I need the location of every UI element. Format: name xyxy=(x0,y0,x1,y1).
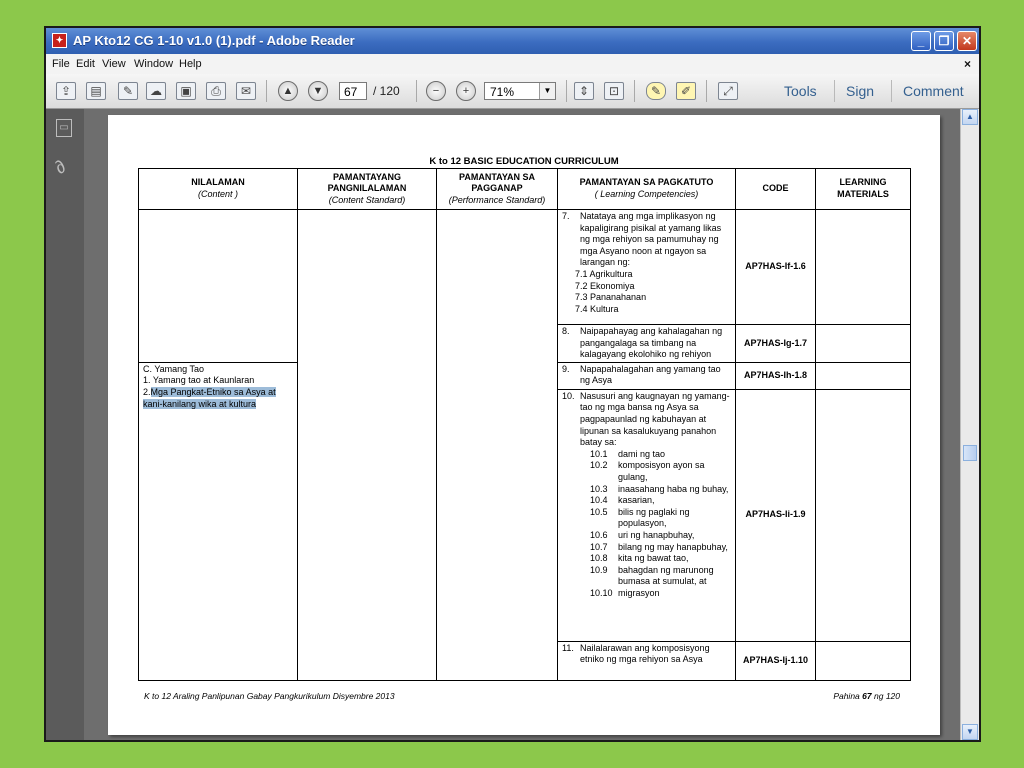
competency-11 xyxy=(558,641,736,680)
sub-text: bilang ng may hanapbuhay, xyxy=(618,541,728,552)
save-icon[interactable]: ▣ xyxy=(176,82,196,100)
menu-help[interactable]: Help xyxy=(179,58,202,70)
header-code: CODE xyxy=(736,169,816,210)
navigation-pane xyxy=(46,109,84,740)
page-number-input[interactable] xyxy=(339,82,367,100)
header-pagkatuto xyxy=(558,169,736,210)
sub-item: 7.1 Agrikultura xyxy=(575,268,633,279)
materials-cell xyxy=(816,210,911,325)
sub-item xyxy=(590,588,731,600)
code-cell: AP7HAS-Ij-1.10 xyxy=(736,641,816,680)
menu-file[interactable]: File xyxy=(52,58,70,70)
header-materials: LEARNING MATERIALS xyxy=(816,169,911,210)
scroll-down-icon[interactable]: ▼ xyxy=(962,724,978,740)
sub-text: bahagdan ng marunong bumasa at sumulat, at xyxy=(618,564,714,587)
menu-view[interactable]: View xyxy=(102,58,126,70)
sub-number: 10.3 xyxy=(590,483,608,494)
performance-standard-cell xyxy=(437,210,558,681)
sub-number: 10.2 xyxy=(590,460,608,471)
header-pagkatuto-sub: ( Learning Competencies) xyxy=(594,189,699,199)
vertical-scrollbar[interactable] xyxy=(960,109,979,740)
sticky-note-icon[interactable]: ✎ xyxy=(646,82,666,100)
toolbar-separator xyxy=(634,80,635,102)
toolbar-separator xyxy=(891,80,892,102)
footer-prefix: Pahina xyxy=(833,691,860,701)
competency-7 xyxy=(558,210,736,325)
attachments-icon[interactable]: ∂ xyxy=(50,156,70,178)
sub-item xyxy=(590,542,731,554)
competency-number: 7. xyxy=(562,211,570,221)
menu-window[interactable]: Window xyxy=(134,58,174,70)
table-row xyxy=(139,210,911,325)
content-cell-empty xyxy=(139,210,298,363)
code-cell: AP7HAS-If-1.6 xyxy=(736,210,816,325)
header-nilalaman-label: NILALAMAN xyxy=(191,177,245,188)
competency-text: Nasusuri ang kaugnayan ng yamang-tao ng mga bansa ng Asya sa pagpapaunlad ng kabuhayan at lipunan sa kasalukuyang panahon batay sa: xyxy=(580,390,730,448)
sub-item xyxy=(590,553,731,565)
competency-number: 8. xyxy=(562,326,570,336)
sub-item xyxy=(590,507,731,530)
competency-text: Napapahalagahan ang yamang tao ng Asya xyxy=(580,363,721,386)
sub-text: dami ng tao xyxy=(618,448,666,459)
header-pagganap-sub: (Performance Standard) xyxy=(448,194,546,205)
header-nilalaman-sub: (Content ) xyxy=(197,189,239,199)
fit-page-icon[interactable]: ⊡ xyxy=(604,82,624,100)
zoom-select[interactable] xyxy=(484,82,556,100)
sub-item: 7.3 Pananahanan xyxy=(575,292,647,303)
sub-item xyxy=(590,460,731,483)
sub-text: bilis ng paglaki ng populasyon, xyxy=(618,506,690,529)
materials-cell xyxy=(816,325,911,363)
sub-number: 10.5 xyxy=(590,506,608,517)
sub-text: kita ng bawat tao, xyxy=(618,553,689,564)
fit-width-icon[interactable]: ⇕ xyxy=(574,82,594,100)
competency-9 xyxy=(558,362,736,389)
sub-number: 10.4 xyxy=(590,495,608,506)
page-total: / 120 xyxy=(373,84,400,98)
sub-number: 10.8 xyxy=(590,553,608,564)
sub-item xyxy=(590,484,731,496)
menu-edit[interactable]: Edit xyxy=(76,58,95,70)
materials-cell xyxy=(816,362,911,389)
code-cell: AP7HAS-Ig-1.7 xyxy=(736,325,816,363)
chevron-down-icon[interactable]: ▼ xyxy=(539,83,555,99)
close-document-button[interactable]: × xyxy=(963,57,971,71)
sub-text: uri ng hanapbuhay, xyxy=(618,529,695,540)
sub-item xyxy=(590,565,731,588)
sub-item xyxy=(590,495,731,507)
zoom-value: 71% xyxy=(490,85,515,99)
header-pagganap-label: PAMANTAYAN SA PAGGANAP xyxy=(458,171,535,194)
competency-8 xyxy=(558,325,736,363)
competency-number: 11. xyxy=(562,642,574,653)
document-footer: K to 12 Araling Panlipunan Gabay Pangkurikulum Disyembre 2013 xyxy=(144,691,395,701)
toolbar-separator xyxy=(834,80,835,102)
pdf-icon: ✦ xyxy=(52,33,67,48)
sub-item xyxy=(590,530,731,542)
sub-number: 10.6 xyxy=(590,529,608,540)
header-pamantayang xyxy=(298,169,437,210)
adobe-reader-window xyxy=(44,26,981,742)
header-pagganap xyxy=(437,169,558,210)
page-thumbnails-icon[interactable]: ▭ xyxy=(56,119,72,137)
header-pamantayang-label: PAMANTAYANG PANGNILALAMAN xyxy=(327,171,407,194)
sub-item: 7.4 Kultura xyxy=(575,303,619,314)
create-pdf-icon[interactable]: ⇪ xyxy=(56,82,76,100)
footer-page: 67 xyxy=(862,691,872,701)
previous-page-icon[interactable]: ▲ xyxy=(278,81,298,101)
content-standard-cell xyxy=(298,210,437,681)
sub-text: kasarian, xyxy=(618,495,655,506)
sub-number: 10.9 xyxy=(590,564,608,575)
content-line: C. Yamang Tao xyxy=(143,363,205,374)
header-pamantayang-sub: (Content Standard) xyxy=(328,194,406,205)
table-header-row xyxy=(139,169,911,210)
competency-text: Nailalarawan ang komposisyong etniko ng mga rehiyon sa Asya xyxy=(580,642,710,665)
sub-text: migrasyon xyxy=(618,587,660,598)
content-line-highlighted xyxy=(143,387,293,410)
curriculum-table xyxy=(138,168,911,681)
zoom-in-icon[interactable]: + xyxy=(456,81,476,101)
content-prefix: 2. xyxy=(143,386,151,397)
cloud-upload-icon[interactable]: ☁ xyxy=(146,82,166,100)
menu-bar xyxy=(46,54,979,74)
pdf-page xyxy=(108,115,940,735)
close-window-button[interactable]: ✕ xyxy=(957,31,977,51)
header-pagkatuto-label: PAMANTAYAN SA PAGKATUTO xyxy=(579,177,714,188)
competency-text: Naipapahayag ang kahalagahan ng pangangalaga sa timbang na kalagayang ekolohiko ng rehiyon xyxy=(580,326,723,360)
toolbar-separator xyxy=(566,80,567,102)
code-cell: AP7HAS-Ii-1.9 xyxy=(736,389,816,641)
tools-pane-link[interactable]: Tools xyxy=(784,83,817,99)
toolbar-separator xyxy=(706,80,707,102)
scrollbar-thumb[interactable] xyxy=(963,445,977,461)
next-page-icon[interactable]: ▼ xyxy=(308,81,328,101)
sub-number: 10.1 xyxy=(590,448,608,459)
edit-document-icon[interactable]: ✎ xyxy=(118,82,138,100)
sub-text: inaasahang haba ng buhay, xyxy=(618,483,729,494)
sub-text: komposisyon ayon sa gulang, xyxy=(618,460,705,482)
zoom-out-icon[interactable]: − xyxy=(426,81,446,101)
print-icon[interactable]: ⎙ xyxy=(206,82,226,100)
toolbar-separator xyxy=(266,80,267,102)
sub-item: 7.2 Ekonomiya xyxy=(575,280,635,291)
minimize-button[interactable]: _ xyxy=(911,31,931,51)
combine-files-icon[interactable]: ▤ xyxy=(86,82,106,100)
page-number-footer xyxy=(833,691,900,701)
document-title: K to 12 BASIC EDUCATION CURRICULUM xyxy=(429,156,619,167)
sub-number: 10.7 xyxy=(590,541,608,552)
window-title: AP Kto12 CG 1-10 v1.0 (1).pdf - Adobe Reader xyxy=(73,33,355,48)
code-cell: AP7HAS-Ih-1.8 xyxy=(736,362,816,389)
toolbar-separator xyxy=(416,80,417,102)
footer-suffix: ng 120 xyxy=(874,691,900,701)
toolbar xyxy=(46,74,979,109)
highlighted-text[interactable]: Mga Pangkat-Etniko sa Asya at kani-kanilang wika at kultura xyxy=(143,386,276,409)
title-bar xyxy=(46,28,979,54)
competency-number: 9. xyxy=(562,363,570,374)
sign-pane-link[interactable]: Sign xyxy=(846,83,875,99)
content-line: 1. Yamang tao at Kaunlaran xyxy=(143,375,255,386)
competency-number: 10. xyxy=(562,390,575,401)
restore-button[interactable]: ❐ xyxy=(934,31,954,51)
competency-text: Natataya ang mga implikasyon ng kapaligirang pisikal at yamang likas ng mga rehiyon sa pamumuhay ng mga Asyano noon at ngayon sa larangan ng: xyxy=(580,211,722,268)
comment-pane-link[interactable]: Comment xyxy=(903,83,964,99)
materials-cell xyxy=(816,641,911,680)
document-viewport[interactable] xyxy=(84,109,960,740)
sub-number: 10.10 xyxy=(590,587,613,598)
header-nilalaman xyxy=(139,169,298,210)
full-screen-icon[interactable]: ⤢ xyxy=(718,82,738,100)
highlight-text-icon[interactable]: ✐ xyxy=(676,82,696,100)
materials-cell xyxy=(816,389,911,641)
scroll-up-icon[interactable]: ▲ xyxy=(962,109,978,125)
competency-10 xyxy=(558,389,736,641)
email-icon[interactable]: ✉ xyxy=(236,82,256,100)
sub-item xyxy=(590,449,731,461)
content-cell-yamang-tao xyxy=(139,362,298,680)
